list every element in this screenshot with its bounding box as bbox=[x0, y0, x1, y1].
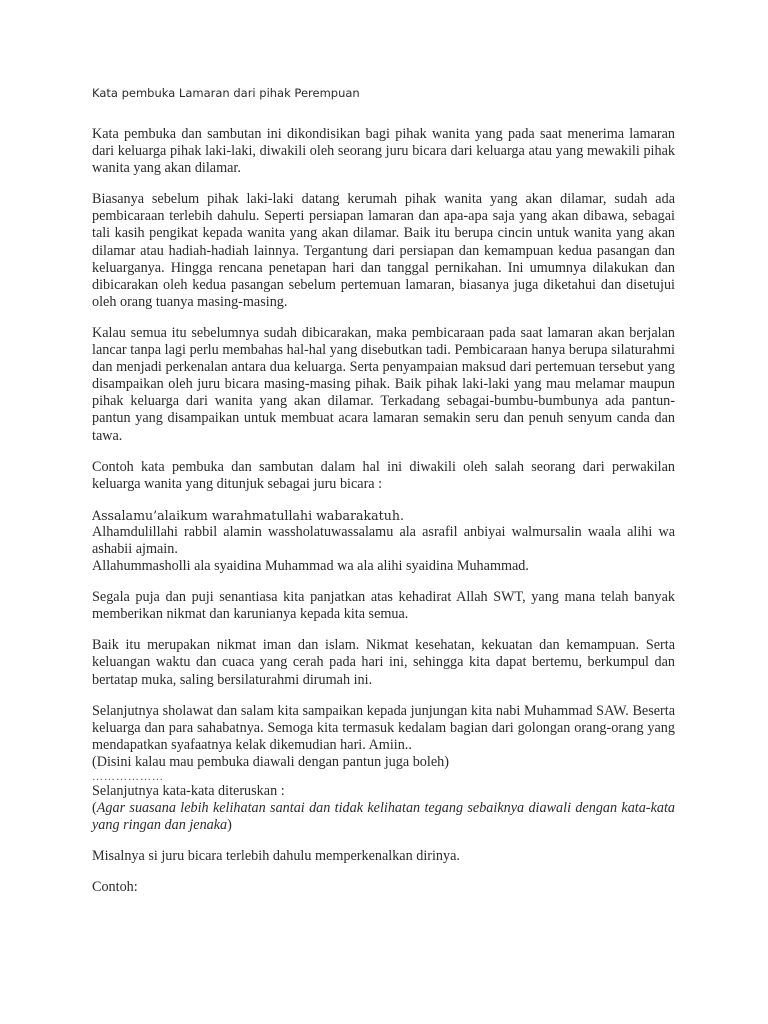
relax-note-text: Agar suasana lebih kelihatan santai dan tidak kelihatan tegang sebaiknya diawali dengan kata-kata yang ringan dan jenaka bbox=[92, 800, 675, 834]
paragraph-preparation: Biasanya sebelum pihak laki-laki datang kerumah pihak wanita yang akan dilamar, sudah ada pembicaraan terlebih dahulu. Seperti persiapan lamaran dan apa-apa saja yang akan dibawa, sebagai tali kasih pengikat kepada wanita yang akan dilamar. Baik itu berupa cincin untuk wanita yang akan dilamar atau hadiah-hadiah lainnya. Tergantung dari persiapan dan kemampuan kedua pasangan dan keluarganya. Hingga rencana penetapan hari dan tanggal pernikahan. Ini umumnya dilakukan dan dibicarakan oleh kedua pasangan sebelum pertemuan lamaran, biasanya juga diketahui dan disetujui oleh orang tuanya masing-masing. bbox=[92, 191, 675, 310]
ellipsis-separator: ……………… bbox=[92, 771, 164, 783]
paragraph-intro: Kata pembuka dan sambutan ini dikondisikan bagi pihak wanita yang pada saat menerima lamaran dari keluarga pihak laki-laki, diwakili oleh seorang juru bicara dari keluarga atau yang mewakili pihak wanita yang akan dilamar. bbox=[92, 126, 675, 177]
paragraph-blessings: Baik itu merupakan nikmat iman dan islam. Nikmat kesehatan, kekuatan dan kemampuan. Serta keluangan waktu dan cuaca yang cerah pada hari ini, sehingga kita dapat bertemu, berkumpul dan bertatap muka, saling bersilaturahmi dirumah ini. bbox=[92, 637, 675, 688]
opening-greeting-block bbox=[92, 507, 675, 575]
paragraph-discussion: Kalau semua itu sebelumnya sudah dibicarakan, maka pembicaraan pada saat lamaran akan berjalan lancar tanpa lagi perlu membahas hal-hal yang disebutkan tadi. Pembicaraan hanya berupa silaturahmi dan menjadi perkenalan antara dua keluarga. Serta penyampaian maksud dari pertemuan tersebut yang disampaikan oleh juru bicara masing-masing pihak. Baik pihak laki-laki yang mau melamar maupun pihak keluarga dari wanita yang akan dilamar. Terkadang sebagai-bumbu-bumbunya ada pantun-pantun yang disampaikan untuk membuat acara lamaran semakin seru dan penuh senyum canda dan tawa. bbox=[92, 324, 675, 444]
opening-line-hamdalah: Alhamdulillahi rabbil alamin wassholatuwassalamu ala asrafil anbiyai walmursalin waala alihi wa ashabii ajmain. bbox=[92, 523, 675, 557]
pantun-note: (Disini kalau mau pembuka diawali dengan pantun juga boleh) bbox=[92, 753, 449, 770]
paragraph-sholawat: Selanjutnya sholawat dan salam kita sampaikan kepada junjungan kita nabi Muhammad SAW. Beserta keluarga dan para sahabatnya. Semoga kita termasuk kedalam bagian dari golongan orang-orang yang mendapatkan syafaatnya kelak dikemudian hari. Amiin.. bbox=[92, 702, 675, 753]
closing-block bbox=[92, 703, 675, 835]
paragraph-example-intro: Contoh kata pembuka dan sambutan dalam hal ini diwakili oleh salah seorang dari perwakilan keluarga wanita yang ditunjuk sebagai juru bicara : bbox=[92, 458, 675, 492]
continue-line: Selanjutnya kata-kata diteruskan : bbox=[92, 783, 285, 799]
relax-note bbox=[92, 800, 675, 834]
relax-note-open: ( bbox=[92, 800, 97, 817]
opening-line-sholawat: Allahummasholli ala syaidina Muhammad wa ala alihi syaidina Muhammad. bbox=[92, 558, 529, 575]
paragraph-introduce-self: Misalnya si juru bicara terlebih dahulu memperkenalkan dirinya. bbox=[92, 848, 460, 865]
paragraph-praise: Segala puja dan puji senantiasa kita panjatkan atas kehadirat Allah SWT, yang mana telah banyak memberikan nikmat dan karunianya kepada kita semua. bbox=[92, 589, 675, 623]
document-page bbox=[92, 86, 675, 910]
relax-note-close: ) bbox=[227, 817, 232, 834]
greeting-line: Assalamu’alaikum warahmatullahi wabarakatuh. bbox=[92, 507, 404, 523]
example-label: Contoh: bbox=[92, 879, 138, 896]
document-title: Kata pembuka Lamaran dari pihak Perempuan bbox=[92, 86, 360, 100]
